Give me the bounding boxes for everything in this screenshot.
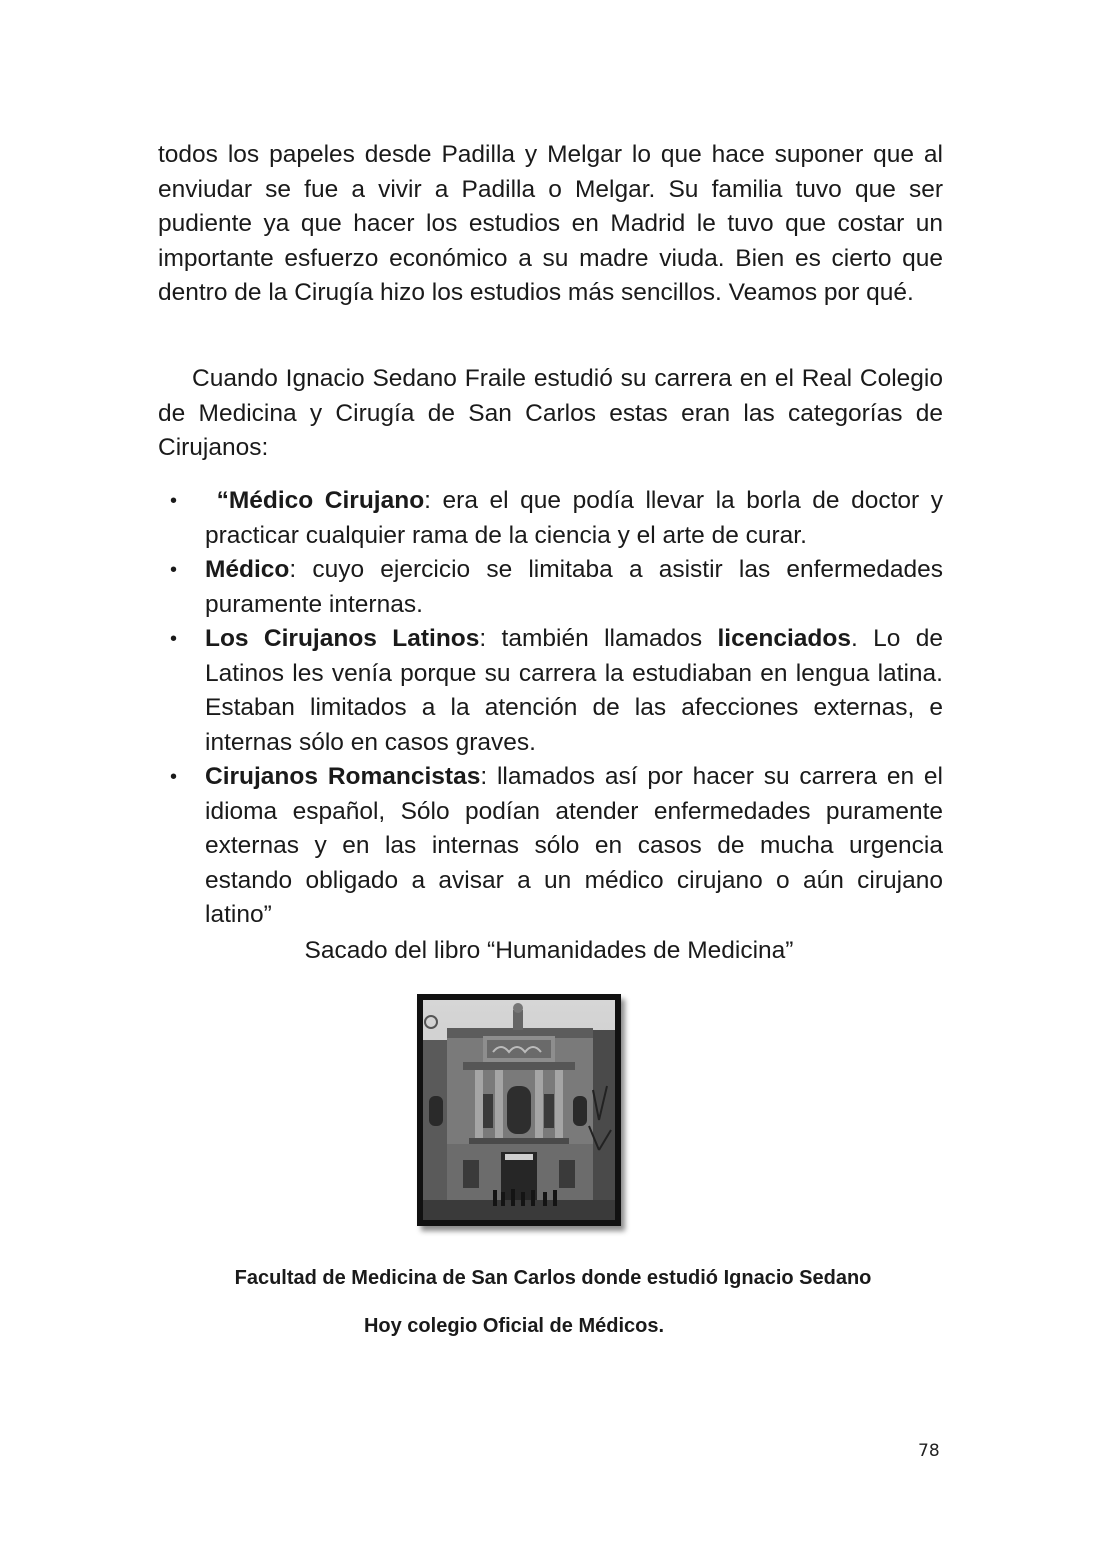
item-term: Médico (205, 556, 290, 583)
list-item (158, 622, 943, 760)
paragraph-1: todos los papeles desde Padilla y Melgar lo que hace suponer que al enviudar se fue a vivir a Padilla o Melgar. Su familia tuvo que ser pudiente ya que hacer los estudios en Madrid le tuvo que costar un importante esfuerzo económico a su madre viuda. Bien es cierto que dentro de la Cirugía hizo los estudios más sencillos. Veamos por qué. (158, 141, 943, 306)
figure-caption-line-1: Facultad de Medicina de San Carlos donde estudió Ignacio Sedano (234, 1267, 872, 1289)
paragraph-2: Cuando Ignacio Sedano Fraile estudió su carrera en el Real Colegio de Medicina y Cirugía de San Carlos estas eran las categorías de Cirujanos: (158, 365, 943, 461)
item-term: Médico Cirujano (228, 487, 425, 514)
item-term: Cirujanos Romancistas (205, 763, 481, 790)
source-citation (0, 934, 1100, 969)
list-item (158, 484, 943, 553)
item-term: Los Cirujanos Latinos (205, 625, 480, 652)
bullet-icon: • (170, 766, 178, 788)
san-carlos-facade-image (423, 1000, 615, 1220)
item-description: : también llamados (479, 625, 718, 652)
surgeon-categories-list (158, 484, 943, 933)
page-number: 78 (918, 1441, 940, 1461)
list-item (158, 760, 943, 933)
list-item (158, 553, 943, 622)
bullet-icon: • (170, 490, 178, 512)
source-text: Sacado del libro “Humanidades de Medicina” (304, 937, 794, 964)
figure-caption-line-2: Hoy colegio Oficial de Médicos. (363, 1315, 665, 1337)
bullet-icon: • (170, 628, 178, 650)
item-description: : era el que podía llevar la borla de doctor y practicar cualquier rama de la ciencia y el arte de curar. (205, 487, 944, 549)
item-description: : cuyo ejercicio se limitaba a asistir las enfermedades puramente internas. (205, 556, 943, 618)
item-term-secondary: licenciados (717, 625, 851, 652)
item-description: : llamados así por hacer su carrera en el idioma español, Sólo podían atender enfermedades puramente externas y en las internas sólo en casos de mucha urgencia estando obligado a avisar a un médico cirujano o aún cirujano latino” (205, 763, 943, 928)
item-quote-mark: “ (216, 487, 229, 514)
bullet-icon: • (170, 559, 178, 581)
building-photo (417, 994, 621, 1226)
item-description-cont: . Lo de Latinos les venía porque su carrera la estudiaban en lengua latina. Estaban limitados a la atención de las afecciones externas, e internas sólo en casos graves. (205, 625, 943, 756)
